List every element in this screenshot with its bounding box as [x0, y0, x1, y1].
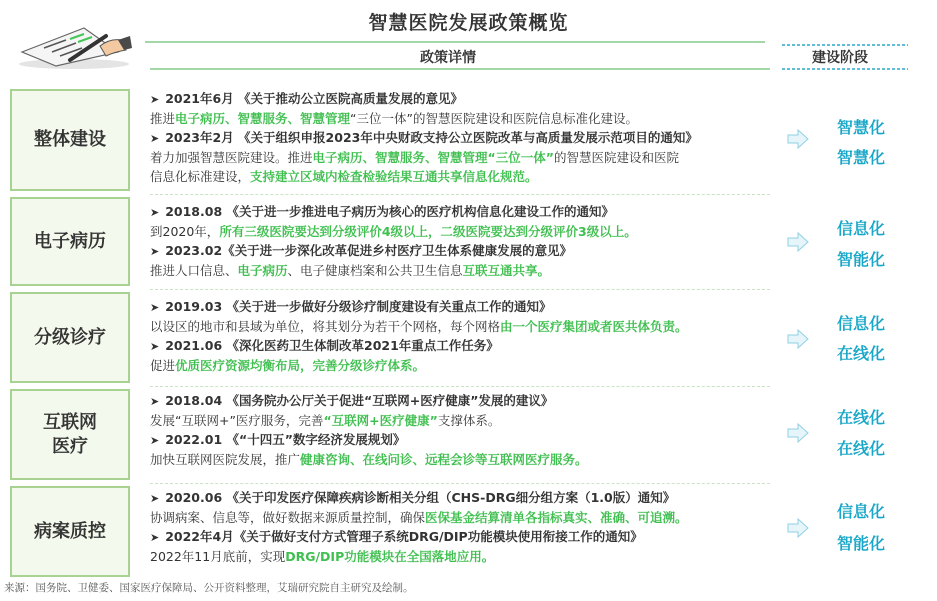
- title-underline: [145, 41, 765, 43]
- policy-title-line: [150, 488, 770, 508]
- policy-detail-tiered: [150, 297, 770, 375]
- row-label-text: 电子病历: [34, 230, 106, 252]
- highlight-text: 医保基金结算清单各指标真实、准确、可追溯。: [425, 510, 688, 525]
- policy-text: 2019.03 《关于进一步做好分级诊疗制度建设有关重点工作的通知》: [165, 299, 552, 314]
- policy-text: 2021.06 《深化医药卫生体制改革2021年重点工作任务》: [165, 338, 499, 353]
- row-label-emr: [10, 197, 130, 286]
- policy-text: 协调病案、信息等，做好数据来源质量控制，确保: [150, 510, 426, 525]
- policy-text: 2021年6月 《关于推动公立医院高质量发展的意见》: [165, 91, 464, 106]
- policy-text: 促进: [150, 358, 176, 373]
- policy-detail-internet: [150, 391, 770, 469]
- policy-text: 以设区的地市和县域为单位，将其划分为若干个网格，每个网格: [150, 319, 501, 334]
- policy-title-line: [150, 128, 770, 148]
- stage-label: 信息化: [836, 219, 885, 238]
- row-separator: [150, 483, 770, 484]
- policy-text: 信息化标准建设，: [150, 169, 251, 184]
- policy-detail-quality: [150, 488, 770, 566]
- policy-title-line: [150, 527, 770, 547]
- policy-text: 推进: [150, 111, 176, 126]
- stage-header: 建设阶段: [812, 50, 868, 66]
- policy-text: 2020.06 《关于印发医疗保障疾病诊断相关分组（CHS-DRG细分组方案（1.0版）通知》: [165, 490, 676, 505]
- highlight-text: 互联互通共享。: [462, 263, 551, 278]
- stage-label: 信息化: [836, 502, 885, 521]
- policy-text-line: [150, 167, 770, 186]
- bullet-arrow-icon: ➤: [150, 531, 160, 544]
- policy-text: 到2020年，: [150, 224, 220, 239]
- highlight-text: DRG/DIP功能模块在全国落地应用。: [285, 549, 495, 564]
- policy-text-line: [150, 547, 770, 566]
- bullet-arrow-icon: ➤: [150, 132, 160, 145]
- policy-text: 2023年2月 《关于组织申报2023年中央财政支持公立医院改革与高质量发展示范项目的通知》: [165, 130, 698, 145]
- policy-text-line: [150, 317, 770, 336]
- policy-text-line: [150, 356, 770, 375]
- policy-title-line: [150, 202, 770, 222]
- policy-text: 2023.02《关于进一步深化改革促进乡村医疗卫生体系健康发展的意见》: [165, 243, 573, 258]
- policy-detail-header: 政策详情: [420, 50, 476, 66]
- policy-text: 2022.01 《“十四五”数字经济发展规划》: [165, 432, 406, 447]
- policy-text: 着力加强智慧医院建设。推进: [150, 150, 313, 165]
- row-label-tiered: [10, 292, 130, 383]
- highlight-text: 支持建立区域内检查检验结果互通共享信息化规范。: [250, 169, 538, 184]
- highlight-text: 电子病历、智慧服务、智慧管理“三位一体”: [312, 150, 554, 165]
- policy-text: 2018.08 《关于进一步推进电子病历为核心的医疗机构信息化建设工作的通知》: [165, 204, 615, 219]
- stage-label: 在线化: [836, 344, 885, 363]
- highlight-text: 电子病历、智慧服务、智慧管理: [175, 111, 351, 126]
- bullet-arrow-icon: ➤: [150, 395, 160, 408]
- policy-text-line: [150, 411, 770, 430]
- policy-text-line: [150, 222, 770, 241]
- policy-text-line: [150, 261, 770, 280]
- stage-label: 智能化: [836, 250, 885, 269]
- stage-label: 在线化: [836, 439, 885, 458]
- chevron-right-icon: [786, 230, 810, 254]
- policy-text: 2022年4月《关于做好支付方式管理子系统DRG/DIP功能模块使用衔接工作的通知》: [165, 529, 643, 544]
- stage-label: 在线化: [836, 408, 885, 427]
- highlight-text: 健康咨询、在线问诊、远程会诊等互联网医疗服务。: [300, 452, 588, 467]
- source-note: 来源：国务院、卫健委、国家医疗保障局、公开资料整理，艾瑞研究院自主研究及绘制。: [4, 582, 414, 594]
- highlight-text: “互联网+医疗健康”: [323, 413, 438, 428]
- highlight-text: 所有三级医院要达到分级评价4级以上，二级医院要达到分级评价3级以上。: [219, 224, 637, 239]
- bullet-arrow-icon: ➤: [150, 340, 160, 353]
- row-separator: [150, 289, 770, 290]
- chevron-right-icon: [786, 327, 810, 351]
- highlight-text: 优质医疗资源均衡布局，完善分级诊疗体系。: [175, 358, 426, 373]
- policy-title-line: [150, 241, 770, 261]
- policy-text: 2022年11月底前，实现: [150, 549, 286, 564]
- policy-text-line: [150, 508, 770, 527]
- policy-title-line: [150, 89, 770, 109]
- policy-title-line: [150, 297, 770, 317]
- chevron-right-icon: [786, 127, 810, 151]
- stage-label: 信息化: [836, 314, 885, 333]
- row-separator: [150, 386, 770, 387]
- policy-text: 、电子健康档案和公共卫生信息: [287, 263, 463, 278]
- highlight-text: 由一个医疗集团或者医共体负责。: [500, 319, 688, 334]
- policy-text-line: [150, 148, 770, 167]
- row-label-overall: [10, 89, 130, 191]
- bullet-arrow-icon: ➤: [150, 93, 160, 106]
- policy-text: 发展“互联网+”医疗服务，完善: [150, 413, 324, 428]
- bullet-arrow-icon: ➤: [150, 206, 160, 219]
- policy-title-line: [150, 336, 770, 356]
- stage-label: 智慧化: [836, 148, 885, 167]
- row-label-text: 病案质控: [34, 520, 106, 542]
- bullet-arrow-icon: ➤: [150, 492, 160, 505]
- row-label-text: 分级诊疗: [34, 326, 106, 348]
- policy-text: 加快互联网医院发展，推广: [150, 452, 301, 467]
- policy-text-line: [150, 450, 770, 469]
- policy-text: “三位一体”的智慧医院建设和医院信息标准化建设。: [350, 111, 638, 126]
- bullet-arrow-icon: ➤: [150, 301, 160, 314]
- policy-title-line: [150, 391, 770, 411]
- policy-text-line: [150, 109, 770, 128]
- row-label-text: 互联网 医疗: [43, 411, 97, 457]
- chevron-right-icon: [786, 421, 810, 445]
- page-title: 智慧医院发展政策概览: [368, 12, 569, 34]
- row-separator: [150, 194, 770, 195]
- policy-text: 2018.04 《国务院办公厅关于促进“互联网+医疗健康”发展的建议》: [165, 393, 554, 408]
- policy-text: 推进人口信息、: [150, 263, 238, 278]
- document-pen-icon: [14, 22, 134, 70]
- row-label-quality: [10, 486, 130, 577]
- policy-header-underline: [150, 68, 770, 70]
- bullet-arrow-icon: ➤: [150, 245, 160, 258]
- policy-title-line: [150, 430, 770, 450]
- row-label-text: 整体建设: [34, 129, 106, 150]
- highlight-text: 电子病历: [237, 263, 288, 278]
- stage-label: 智能化: [836, 534, 885, 553]
- policy-detail-overall: [150, 89, 770, 186]
- stage-label: 智慧化: [836, 118, 885, 137]
- policy-text: 支撑体系。: [437, 413, 501, 428]
- policy-text: 的智慧医院建设和医院: [553, 150, 679, 165]
- bullet-arrow-icon: ➤: [150, 434, 160, 447]
- row-label-internet: [10, 389, 130, 480]
- policy-detail-emr: [150, 202, 770, 280]
- chevron-right-icon: [786, 516, 810, 540]
